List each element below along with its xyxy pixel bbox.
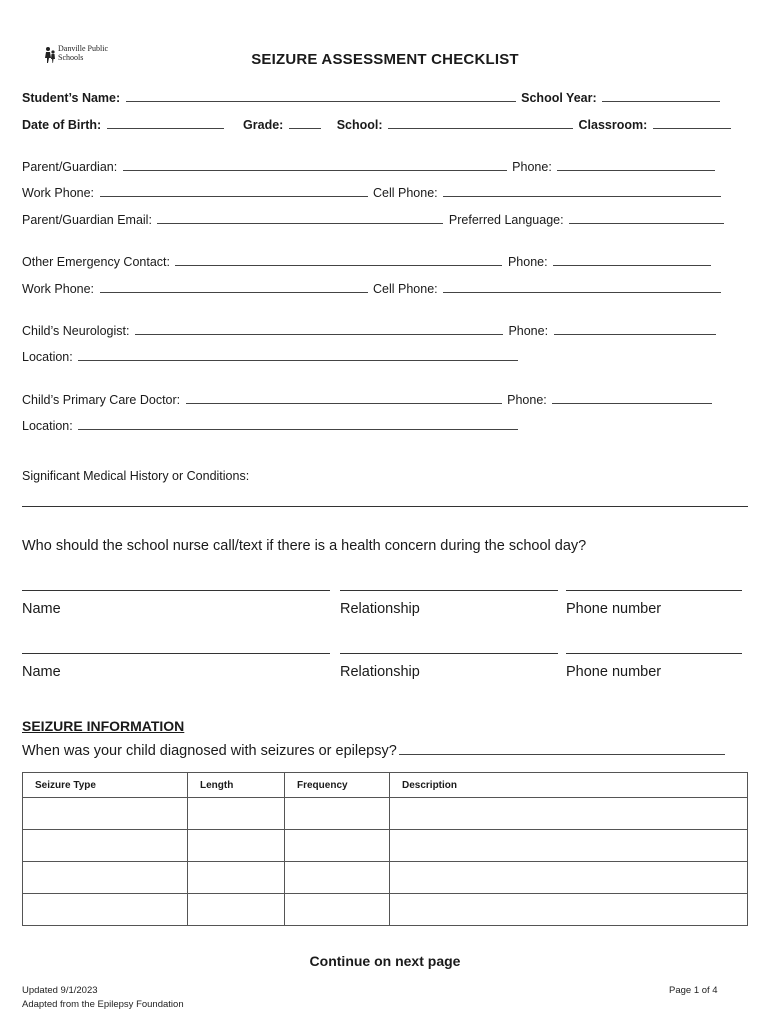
seizure-type-cell[interactable] xyxy=(23,798,188,830)
preferred-language-field[interactable] xyxy=(569,212,724,224)
table-row xyxy=(23,798,748,830)
guardian-email-field[interactable] xyxy=(157,212,443,224)
contact1-phone-label: Phone number xyxy=(566,601,662,617)
primary-doctor-phone-label: Phone: xyxy=(507,393,547,407)
guardian-email-row xyxy=(22,212,726,227)
guardian-phone-label: Phone: xyxy=(512,160,552,174)
school-field[interactable] xyxy=(388,117,573,129)
updated-date: Updated 9/1/2023 xyxy=(22,985,98,996)
primary-doctor-label: Child’s Primary Care Doctor: xyxy=(22,393,181,407)
guardian-email-label: Parent/Guardian Email: xyxy=(22,213,152,227)
frequency-cell[interactable] xyxy=(285,830,390,862)
neurologist-location-field[interactable] xyxy=(78,349,518,361)
guardian-phone-field[interactable] xyxy=(557,159,715,171)
emergency-contact-field[interactable] xyxy=(175,254,502,266)
description-cell[interactable] xyxy=(390,798,748,830)
dob-field[interactable] xyxy=(107,117,224,129)
guardian-row xyxy=(22,159,717,174)
school-label: School: xyxy=(336,118,383,132)
guardian-cell-phone-label: Cell Phone: xyxy=(373,186,438,200)
preferred-language-label: Preferred Language: xyxy=(448,213,564,227)
emergency-work-row xyxy=(22,281,723,296)
diagnosed-row xyxy=(22,743,727,759)
seizure-type-cell[interactable] xyxy=(23,894,188,926)
contact1-phone-field[interactable] xyxy=(566,590,742,591)
dob-row xyxy=(22,117,733,132)
seizure-type-cell[interactable] xyxy=(23,862,188,894)
primary-doctor-location-label: Location: xyxy=(22,419,73,433)
guardian-label: Parent/Guardian: xyxy=(22,160,118,174)
contact2-phone-label: Phone number xyxy=(566,664,662,680)
page-title: SEIZURE ASSESSMENT CHECKLIST xyxy=(251,51,519,68)
table-row xyxy=(23,862,748,894)
student-name-label: Student’s Name: xyxy=(22,91,121,105)
primary-doctor-phone-field[interactable] xyxy=(552,392,712,404)
frequency-header: Frequency xyxy=(285,773,390,798)
contact1-name-field[interactable] xyxy=(22,590,330,591)
emergency-contact-row xyxy=(22,254,713,269)
adapted-credit: Adapted from the Epilepsy Foundation xyxy=(22,999,184,1010)
seizure-info-title: SEIZURE INFORMATION xyxy=(22,718,185,734)
contact1-relationship-label: Relationship xyxy=(340,601,420,617)
length-header: Length xyxy=(188,773,285,798)
seizure-table-header xyxy=(23,773,748,798)
guardian-work-phone-field[interactable] xyxy=(100,185,368,197)
seizure-type-header: Seizure Type xyxy=(23,773,188,798)
classroom-label: Classroom: xyxy=(578,118,648,132)
classroom-field[interactable] xyxy=(653,117,731,129)
emergency-phone-label: Phone: xyxy=(507,255,548,269)
description-cell[interactable] xyxy=(390,894,748,926)
continue-note: Continue on next page xyxy=(309,953,461,969)
length-cell[interactable] xyxy=(188,894,285,926)
seizure-type-cell[interactable] xyxy=(23,830,188,862)
guardian-work-row xyxy=(22,185,723,200)
neurologist-row xyxy=(22,323,718,338)
student-name-row xyxy=(22,90,722,105)
school-year-label: School Year: xyxy=(521,91,597,105)
emergency-contact-label: Other Emergency Contact: xyxy=(22,255,170,269)
guardian-work-phone-label: Work Phone: xyxy=(22,186,95,200)
guardian-field[interactable] xyxy=(123,159,507,171)
table-row xyxy=(23,830,748,862)
primary-doctor-location-field[interactable] xyxy=(78,418,518,430)
neurologist-field[interactable] xyxy=(135,323,503,335)
grade-field[interactable] xyxy=(289,117,321,129)
contact2-name-field[interactable] xyxy=(22,653,330,654)
dob-label: Date of Birth: xyxy=(22,118,102,132)
emergency-work-phone-label: Work Phone: xyxy=(22,282,95,296)
table-row xyxy=(23,894,748,926)
length-cell[interactable] xyxy=(188,798,285,830)
page-number: Page 1 of 4 xyxy=(669,985,718,996)
emergency-cell-phone-field[interactable] xyxy=(443,281,721,293)
medical-history-field[interactable] xyxy=(22,506,748,507)
seizure-table xyxy=(22,772,748,926)
description-header: Description xyxy=(390,773,748,798)
grade-label: Grade: xyxy=(243,118,284,132)
medical-history-label: Significant Medical History or Conditions: xyxy=(22,469,250,483)
neurologist-phone-field[interactable] xyxy=(554,323,716,335)
diagnosed-question: When was your child diagnosed with seizures or epilepsy? xyxy=(22,743,397,759)
contact1-relationship-field[interactable] xyxy=(340,590,558,591)
neurologist-location-label: Location: xyxy=(22,350,73,364)
description-cell[interactable] xyxy=(390,862,748,894)
emergency-phone-field[interactable] xyxy=(553,254,711,266)
primary-doctor-field[interactable] xyxy=(186,392,502,404)
frequency-cell[interactable] xyxy=(285,862,390,894)
description-cell[interactable] xyxy=(390,830,748,862)
contact2-phone-field[interactable] xyxy=(566,653,742,654)
primary-doctor-location-row xyxy=(22,418,520,433)
student-name-field[interactable] xyxy=(126,90,516,102)
guardian-cell-phone-field[interactable] xyxy=(443,185,721,197)
contact2-name-label: Name xyxy=(22,664,61,680)
logo-text-line2: Schools xyxy=(58,53,84,62)
contact2-relationship-label: Relationship xyxy=(340,664,420,680)
primary-doctor-row xyxy=(22,392,714,407)
contact2-relationship-field[interactable] xyxy=(340,653,558,654)
length-cell[interactable] xyxy=(188,830,285,862)
contact1-name-label: Name xyxy=(22,601,61,617)
diagnosed-field[interactable] xyxy=(399,743,725,755)
emergency-work-phone-field[interactable] xyxy=(100,281,368,293)
neurologist-location-row xyxy=(22,349,520,364)
school-year-field[interactable] xyxy=(602,90,720,102)
frequency-cell[interactable] xyxy=(285,798,390,830)
frequency-cell[interactable] xyxy=(285,894,390,926)
emergency-cell-phone-label: Cell Phone: xyxy=(373,282,438,296)
length-cell[interactable] xyxy=(188,862,285,894)
logo-text-line1: Danville Public xyxy=(58,44,108,53)
nurse-contact-question: Who should the school nurse call/text if there is a health concern during the school day? xyxy=(22,538,587,554)
neurologist-phone-label: Phone: xyxy=(508,324,549,338)
neurologist-label: Child’s Neurologist: xyxy=(22,324,130,338)
